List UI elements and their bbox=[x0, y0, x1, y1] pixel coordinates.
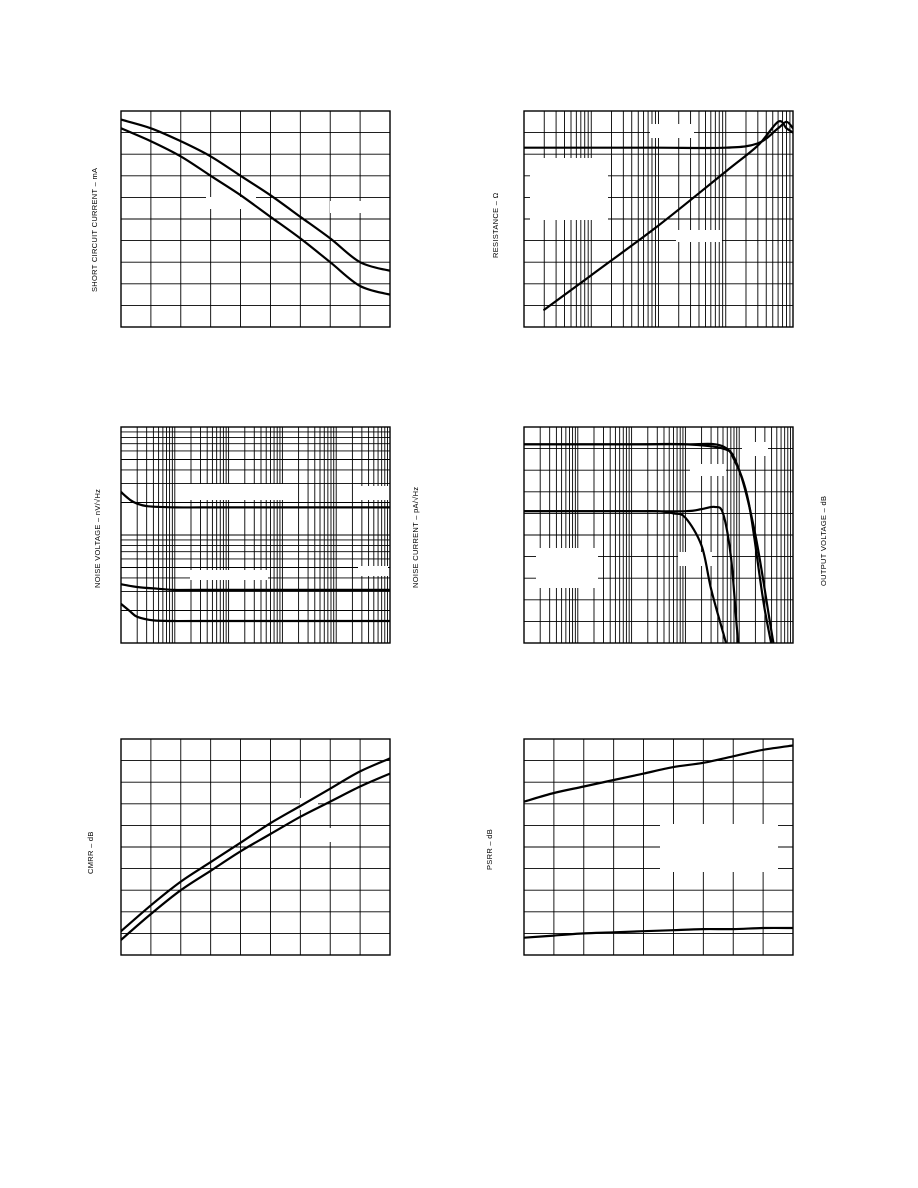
series-line-1 bbox=[121, 120, 390, 271]
blank-annotation-area bbox=[536, 548, 598, 588]
cmrr-axis-label: CMRR – dB bbox=[86, 831, 95, 874]
series-line-2 bbox=[524, 928, 793, 938]
noise-chart bbox=[93, 427, 420, 643]
grid-lines bbox=[121, 427, 390, 643]
series-line-1 bbox=[121, 774, 390, 940]
grid-lines bbox=[121, 739, 390, 955]
noise-current-axis-label: NOISE CURRENT – pA/√Hz bbox=[411, 486, 420, 588]
series-curves bbox=[121, 758, 390, 940]
series-curves bbox=[121, 492, 390, 621]
grid-lines bbox=[121, 111, 390, 327]
blank-annotation-area bbox=[190, 484, 288, 500]
blank-annotation-area bbox=[650, 124, 694, 138]
resistance-chart bbox=[491, 111, 793, 327]
cmrr-chart bbox=[86, 739, 390, 955]
blank-annotation-area bbox=[530, 158, 608, 220]
blank-annotation-area bbox=[358, 566, 388, 576]
resistance-axis-label: RESISTANCE – Ω bbox=[491, 192, 500, 258]
psrr-chart bbox=[485, 739, 793, 955]
output-voltage-chart bbox=[524, 427, 828, 692]
blank-annotation-area bbox=[358, 486, 388, 500]
short-circuit-current-axis-label: SHORT CIRCUIT CURRENT – mA bbox=[90, 167, 99, 292]
blank-annotation-area bbox=[690, 464, 726, 476]
short-circuit-current-chart bbox=[90, 111, 390, 327]
series-line-3 bbox=[121, 604, 390, 621]
blank-annotation-area bbox=[330, 201, 372, 213]
noise-voltage-axis-label: NOISE VOLTAGE – nV/√Hz bbox=[93, 488, 102, 588]
blank-annotation-area bbox=[324, 828, 346, 842]
output-voltage-axis-label: OUTPUT VOLTAGE – dB bbox=[819, 495, 828, 586]
blank-annotation-area bbox=[206, 197, 256, 209]
series-line-1 bbox=[524, 746, 793, 802]
grid-lines bbox=[524, 427, 793, 643]
blank-annotation-area bbox=[676, 230, 722, 242]
blank-annotation-area bbox=[190, 570, 268, 580]
blank-annotation-area bbox=[742, 442, 768, 456]
psrr-axis-label: PSRR – dB bbox=[485, 828, 494, 870]
series-line-2 bbox=[121, 584, 390, 590]
blank-annotation-area bbox=[660, 824, 778, 872]
